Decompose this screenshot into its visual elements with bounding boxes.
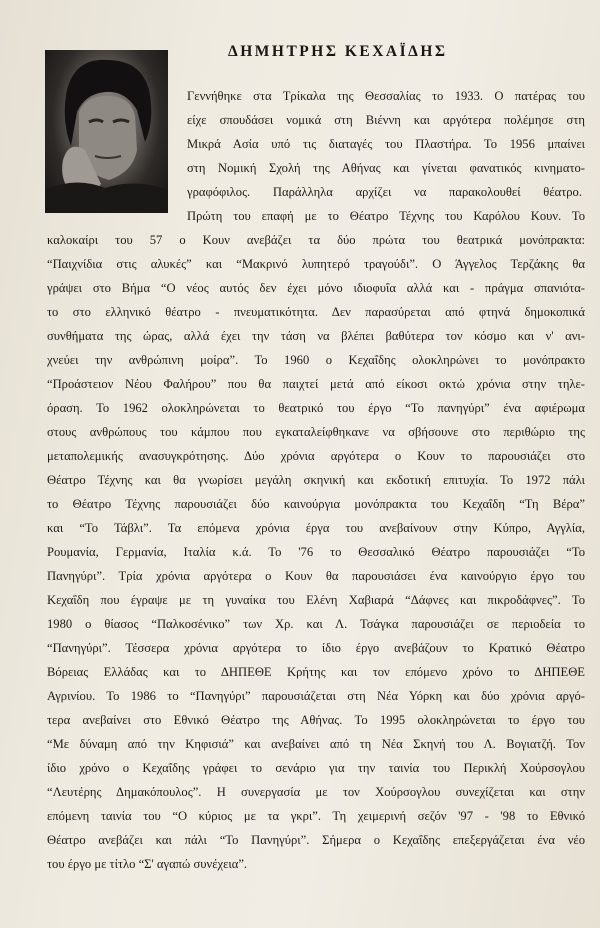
text-line: και “Το Τάβλι”. Τα επόμενα χρόνια έργα του ανεβαίνουν στην Κύπρο, Αγγλία, xyxy=(47,521,585,535)
text-line: Θέατρο Τέχνης και θα γνωρίσει μεγάλη σκηνική και εκδοτική επιτυχία. Το 1972 πάλι xyxy=(47,473,585,487)
text-line: ίδιο χρόνο ο Κεχαΐδης γράφει το σενάριο για την ταινία του Περικλή Χούρσογλου xyxy=(47,761,585,775)
text-line: το Θέατρο Τέχνης παρουσιάζει δύο καινούργια μονόπρακτα του Κεχαΐδη “Τη Βέρα” xyxy=(47,497,585,511)
text-line: “Προάστειον Νέου Φαλήρου” που θα παιχτεί μετά από είκοσι οκτώ χρόνια στην τηλε- xyxy=(47,377,585,391)
text-line: γράψει στο Βήμα “Ο νέος αυτός δεν έχει μόνο ιδιοφυΐα αλλά και - πράγμα σπανιότα- xyxy=(47,281,585,295)
text-line: Βόρειας Ελλάδας και το ΔΗΠΕΘΕ Κρήτης και τον επόμενο χρόνο το ΔΗΠΕΘΕ xyxy=(47,665,585,679)
text-line: Πρώτη του επαφή με το Θέατρο Τέχνης του Καρόλου Κουν. Το xyxy=(187,209,585,223)
text-line: Αγρινίου. Το 1986 το “Πανηγύρι” παρουσιάζεται στη Νέα Υόρκη και δύο χρόνια αργό- xyxy=(47,689,585,703)
text-line: Μικρά Ασία υπό τις διαταγές του Πλαστήρα. Το 1956 μπαίνει xyxy=(187,137,585,151)
text-line: το στο ελληνικό θέατρο - πνευματικότητα. Δεν παρασύρεται από φτηνά δημοκοπικά xyxy=(47,305,585,319)
text-line: γραφόφιλος. Παράλληλα αρχίζει να παρακολουθεί θέατρο. xyxy=(187,185,582,199)
author-portrait xyxy=(45,50,168,213)
text-line: στη Νομική Σχολή της Αθήνας και γίνεται φανατικός κινηματο- xyxy=(187,161,585,175)
text-line: τερα ανεβαίνει στο Εθνικό Θέατρο της Αθήνας. Το 1995 ολοκληρώνεται το έργο του xyxy=(47,713,585,727)
text-line: στους ανθρώπους του κάμπου που εγκαταλείφθηκανε να σβήσουνε στο περιθώριο της xyxy=(47,425,585,439)
text-line: καλοκαίρι του 57 ο Κουν ανεβάζει τα δύο πρώτα του θεατρικά μονόπρακτα: xyxy=(47,233,585,247)
text-line: είχε σπουδάσει νομικά στη Βιέννη και αργότερα πολέμησε στη xyxy=(187,113,585,127)
text-line: “Με δύναμη από την Κηφισιά” και ανεβαίνει από τη Νέα Σκηνή του Λ. Βογιατζή. Τον xyxy=(47,737,585,751)
text-line: του έργο με τίτλο “Σ' αγαπώ συνέχεια”. xyxy=(47,857,248,871)
text-line: χνεύει την ανθρώπινη μοίρα”. Το 1960 ο Κεχαΐδης ολοκληρώνει το μονόπρακτο xyxy=(47,353,585,367)
text-line: όραση. Το 1962 ολοκληρώνεται το θεατρικό του έργο “Το πανηγύρι” ένα αφιέρωμα xyxy=(47,401,585,415)
text-line: “Πανηγύρι”. Τέσσερα χρόνια αργότερα το ίδιο έργο ανεβάζουν το Κρατικό Θέατρο xyxy=(47,641,585,655)
text-line: επόμενη ταινία του “Ο κύριος με τα γκρι”. Τη χειμερινή σεζόν '97 - '98 το Εθνικό xyxy=(47,809,585,823)
text-line: μεταπολεμικής ανασυγκρότησης. Δύο χρόνια αργότερα ο Κουν το παρουσιάζει στο xyxy=(47,449,585,463)
text-line: Πανηγύρι”. Τρία χρόνια αργότερα ο Κουν θα παρουσιάσει ένα καινούργιο έργο του xyxy=(47,569,585,583)
portrait-image xyxy=(45,50,168,213)
author-name-heading: ΔΗΜΗΤΡΗΣ ΚΕΧΑΪΔΗΣ xyxy=(228,43,448,60)
text-line: Γεννήθηκε στα Τρίκαλα της Θεσσαλίας το 1933. Ο πατέρας του xyxy=(187,89,585,103)
text-line: Ρουμανία, Γερμανία, Ιταλία κ.ά. Το '76 το Θεσσαλικό Θέατρο παρουσιάζει “Το xyxy=(47,545,585,559)
text-line: συνθήματα της ώρας, αλλά έχει την τάση να βλέπει βαθύτερα τον κόσμο και ν' ανι- xyxy=(47,329,585,343)
text-line: 1980 ο θίασος “Παλκοσένικο” των Χρ. και Λ. Τσάγκα παρουσιάζει σε περιοδεία το xyxy=(47,617,585,631)
text-line: Κεχαΐδη που έγραψε με τη γυναίκα του Ελένη Χαβιαρά “Δάφνες και πικροδάφνες”. Το xyxy=(47,593,585,607)
text-line: “Λευτέρης Δημακόπουλος”. Η συνεργασία με τον Χούρσογλου συνεχίζεται και στην xyxy=(47,785,585,799)
text-line: “Παιχνίδια στις αλυκές” και “Μακρινό λυπητερό τραγούδι”. Ο Άγγελος Τερζάκης θα xyxy=(47,257,585,271)
text-line: Θέατρο ανεβάζει και πάλι “Το Πανηγύρι”. Σήμερα ο Κεχαΐδης επεξεργάζεται ένα νέο xyxy=(47,833,585,847)
